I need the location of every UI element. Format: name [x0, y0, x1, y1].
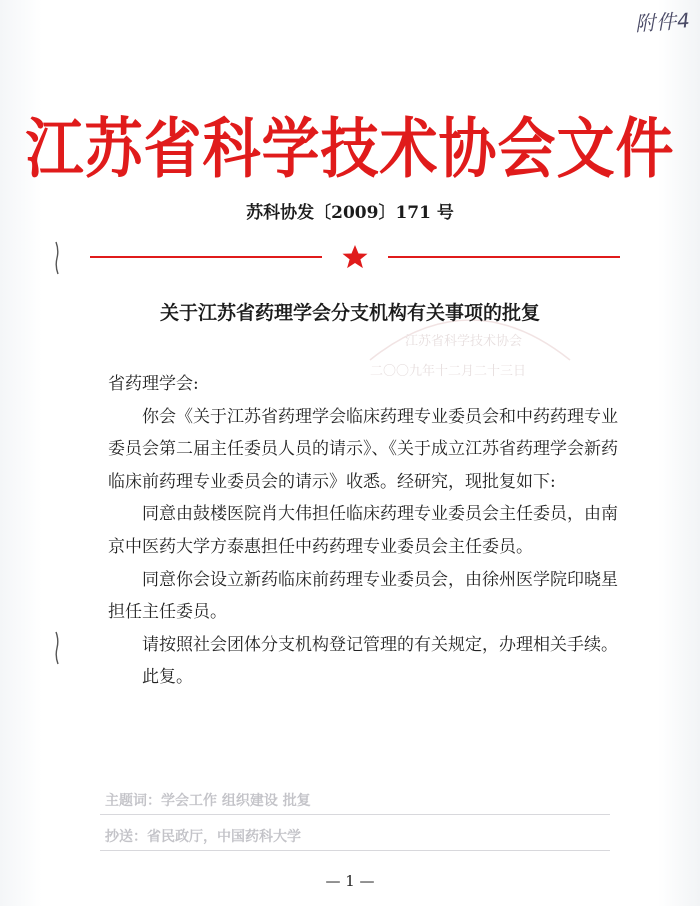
salutation: 省药理学会: — [108, 374, 199, 394]
bleed-through-cc: 抄送：省民政厅，中国药科大学 — [105, 829, 301, 845]
body-paragraph: 请按照社会团体分支机构登记管理的有关规定，办理相关手续。 — [142, 634, 618, 655]
stamp-date-text: 二〇〇九年十二月二十三日 — [370, 364, 527, 379]
stamp-name-text: 江苏省科学技术协会 — [405, 334, 523, 349]
bleed-through-subject: 主题词：学会工作 组织建设 批复 — [105, 793, 311, 809]
body-paragraph: 你会《关于江苏省药理学会临床药理专业委员会和中药药理专业委员会第二届主任委员人员的请示》、《关于成立江苏省药理学会新药临床前药理专业委员会的请示》收悉。经研究，现批复如下: — [108, 406, 618, 492]
handwritten-note: 附件4 — [634, 8, 692, 36]
body-paragraph: 同意你会设立新药临床前药理专业委员会，由徐州医学院印晓星担任主任委员。 — [108, 569, 618, 623]
masthead-title: 江苏省科学技术协会文件 — [25, 110, 675, 187]
red-divider — [90, 244, 620, 270]
star-icon — [343, 245, 368, 268]
body-paragraph: 同意由鼓楼医院肖大伟担任临床药理专业委员会主任委员，由南京中医药大学方泰惠担任中药药理专业委员会主任委员。 — [108, 504, 618, 557]
bleed-through-rule — [100, 850, 610, 851]
bleed-through-rule — [100, 814, 610, 815]
document-title: 关于江苏省药理学会分支机构有关事项的批复 — [159, 302, 540, 324]
page-number: — 1 — — [325, 872, 375, 890]
document-number: 苏科协发〔2009〕171 号 — [246, 203, 454, 223]
document-body — [108, 368, 632, 694]
punch-hole-mark — [52, 240, 62, 278]
closing-line: 此复。 — [142, 667, 193, 688]
punch-hole-mark — [52, 630, 62, 668]
